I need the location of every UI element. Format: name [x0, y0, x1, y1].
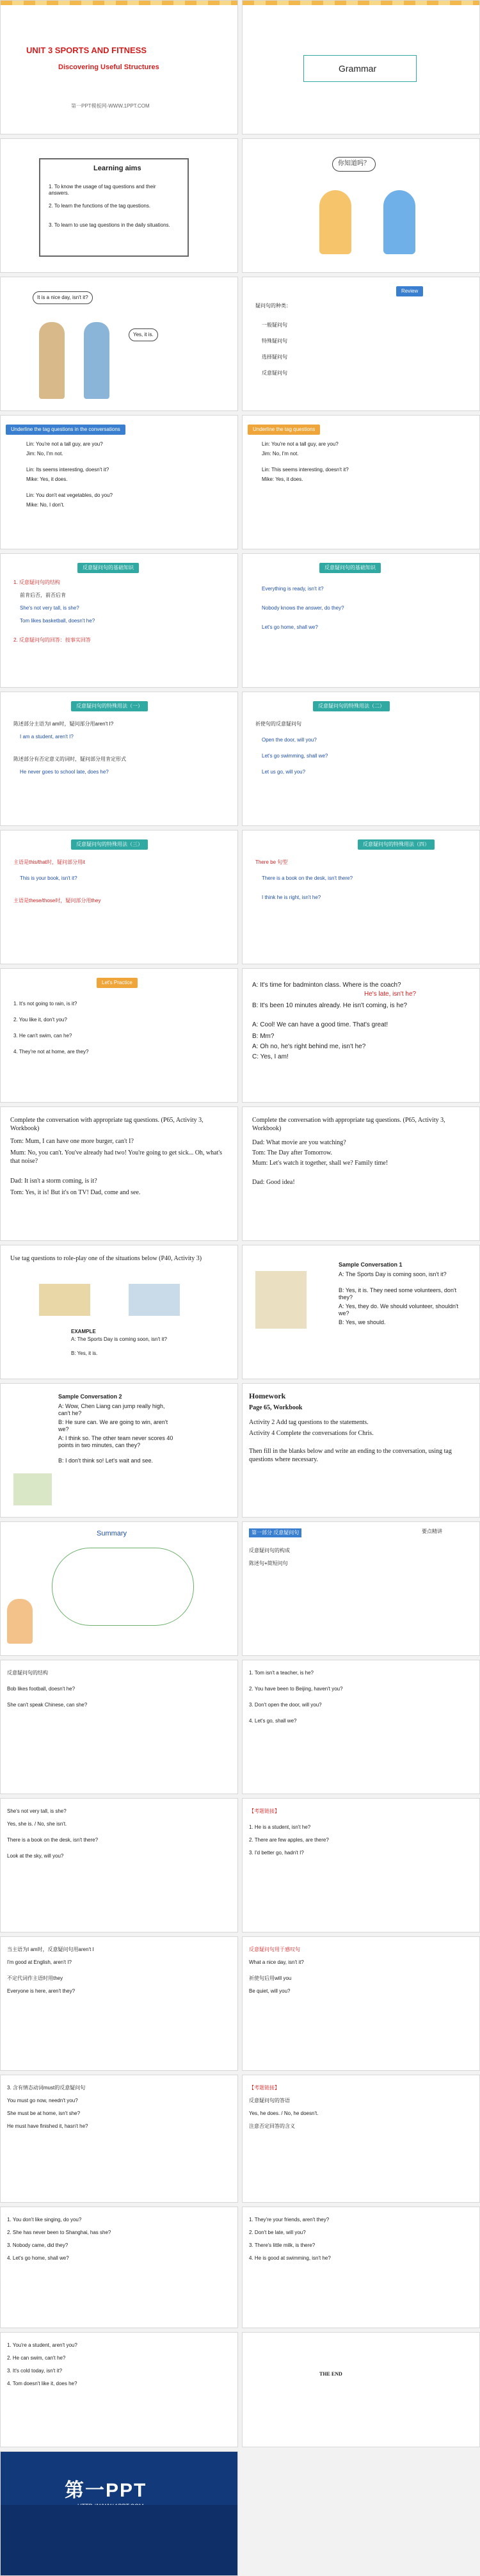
line: Complete the conversation with appropriate tag questions. (P65, Activity 3, Workbook): [252, 1117, 445, 1132]
line: What a nice day, isn't it?: [249, 1959, 304, 1965]
line: 主语是these/those时，疑问部分用they: [13, 898, 101, 903]
slide-11[interactable]: [0, 692, 238, 826]
line: Let us go, will you?: [262, 769, 306, 775]
line: Bob likes football, doesn't he?: [7, 1686, 76, 1692]
line: He's late, isn't he?: [364, 991, 417, 998]
line: 3. There's little milk, is there?: [249, 2242, 316, 2248]
line: A: Cool! We can have a good time. That's great!: [252, 1021, 388, 1028]
line: There be 句型: [255, 859, 288, 865]
slide-10[interactable]: [242, 553, 480, 688]
line: Mum: Let's watch it together, shall we? Family time!: [252, 1160, 388, 1167]
slide-27[interactable]: [0, 1798, 238, 1932]
slide-37[interactable]: [0, 2451, 238, 2576]
line: Activity 4 Complete the conversations for Chris.: [249, 1430, 374, 1437]
slide-30[interactable]: [242, 1936, 480, 2071]
line: Everything is ready, isn't it?: [262, 586, 324, 592]
line: Tom: Mum, I can have one more burger, can't I?: [10, 1138, 134, 1145]
line: A: Oh no, he's right behind me, isn't he?: [252, 1043, 366, 1050]
illustration: [129, 1284, 180, 1316]
slide-6[interactable]: [242, 277, 480, 411]
footer-links: [1, 2505, 237, 2575]
person-illustration: [39, 322, 65, 399]
line: 1. Tom isn't a teacher, is he?: [249, 1670, 314, 1676]
line: B: It's been 10 minutes already. He isn't coming, is he?: [252, 1002, 408, 1009]
teacher-illustration: [7, 1599, 33, 1644]
line: A: I think so. The other team never scores 40 points in two minutes, can they?: [58, 1435, 173, 1449]
line: 前肯后否，前否后肯: [20, 592, 66, 598]
line: 2. He can swim, can't he?: [7, 2355, 66, 2361]
line: 2. She has never been to Shanghai, has she?: [7, 2230, 111, 2235]
slide-23[interactable]: [0, 1521, 238, 1656]
section-bar: Review: [396, 286, 423, 296]
line: 2. You like it, don't you?: [13, 1017, 67, 1023]
slide-33[interactable]: [0, 2207, 238, 2328]
slide-15[interactable]: [0, 968, 238, 1103]
slide-19[interactable]: [0, 1245, 238, 1379]
line: C: Yes, I am!: [252, 1053, 289, 1060]
aim-item: 3. To learn to use tag questions in the daily situations.: [49, 222, 170, 228]
slide-26[interactable]: [242, 1660, 480, 1794]
line: 3. 含有情态动词must的反意疑问句: [7, 2085, 86, 2091]
child-illustration: [319, 190, 351, 254]
line: 当主语为I am时，反意疑问句用aren't I: [7, 1947, 94, 1952]
line: 疑问句的种类：: [255, 303, 291, 309]
slide-16[interactable]: [242, 968, 480, 1103]
line: 反意疑问句的构成: [249, 1548, 290, 1553]
line: You must go now, needn't you?: [7, 2098, 78, 2103]
slide-footer: 第一PPT模板网-WWW.1PPT.COM: [71, 103, 150, 109]
line: 第一部分 反意疑问句: [249, 1528, 301, 1537]
slide-28[interactable]: [242, 1798, 480, 1932]
line: A: The Sports Day is coming soon, isn't it?: [339, 1271, 447, 1277]
speech-bubble: It is a nice day, isn't it?: [33, 291, 93, 304]
line: 1. He is a student, isn't he?: [249, 1824, 311, 1830]
slide-title: Homework: [249, 1391, 286, 1400]
line: A: Yes, they do. We should volunteer, shouldn't we?: [339, 1303, 459, 1317]
line: Tom: The Day after Tomorrow.: [252, 1149, 333, 1156]
line: Jim: No, I'm not.: [262, 451, 299, 457]
slide-subtitle: Discovering Useful Structures: [58, 63, 159, 71]
line: Let's go home, shall we?: [262, 624, 318, 630]
line: I'm good at English, aren't I?: [7, 1959, 72, 1965]
slide-34[interactable]: [242, 2207, 480, 2328]
aim-item: 2. To learn the functions of the tag questions.: [49, 203, 151, 209]
line: Lin: This seems interesting, doesn't it?: [262, 467, 349, 473]
line: Everyone is here, aren't they?: [7, 1988, 76, 1994]
line: Mike: Yes, it does.: [26, 476, 68, 482]
line: 1. You're a student, aren't you?: [7, 2342, 77, 2348]
line: She's not very tall, is she?: [7, 1808, 67, 1814]
line: 反意疑问句: [262, 370, 287, 376]
line: Lin: You don't eat vegetables, do you?: [26, 492, 113, 498]
line: 祈使句后用will you: [249, 1975, 292, 1981]
section-bar: Underline the tag questions in the conversations: [6, 425, 125, 435]
line: Yes, she is. / No, she isn't.: [7, 1821, 67, 1827]
line: Be quiet, will you?: [249, 1988, 291, 1994]
line: 特殊疑问句: [262, 338, 287, 344]
slide-18[interactable]: [242, 1106, 480, 1241]
slide-2[interactable]: [242, 0, 480, 134]
slide-4[interactable]: [242, 138, 480, 273]
section-bar: 反意疑问句的基础知识: [77, 563, 139, 573]
slide-title: Grammar: [339, 63, 377, 74]
line: 反意疑问句用于感叹句: [249, 1947, 300, 1952]
decorative-banner: [243, 1, 479, 5]
line: Dad: What movie are you watching?: [252, 1139, 346, 1146]
illustration: [39, 1284, 90, 1316]
line: 一般疑问句: [262, 322, 287, 328]
line: 4. Let's go, shall we?: [249, 1718, 297, 1724]
slide-31[interactable]: [0, 2075, 238, 2203]
section-bar: 反意疑问句的特殊用法（一）: [71, 701, 148, 711]
line: B: Mm?: [252, 1033, 275, 1040]
line: Let's go swimming, shall we?: [262, 753, 328, 759]
slide-35[interactable]: [0, 2332, 238, 2447]
line: A: The Sports Day is coming soon, isn't it?: [71, 1336, 167, 1342]
line: 陈述部分有否定意义的词时，疑问部分用肯定形式: [13, 756, 126, 762]
line: 3. Don't open the door, will you?: [249, 1702, 322, 1708]
line: He never goes to school late, does he?: [20, 769, 109, 775]
line: 1. 反意疑问句的结构: [13, 579, 60, 585]
line: 【考题链接】: [249, 2085, 280, 2091]
section-bar: Let's Practice: [97, 978, 138, 988]
line: 3. I'd better go, hadn't I?: [249, 1850, 304, 1856]
section-bar: 反意疑问句的特殊用法（三）: [71, 839, 148, 850]
illustration: [13, 1473, 52, 1505]
line: Mike: No, I don't.: [26, 502, 65, 508]
aim-item: 1. To know the usage of tag questions and their answers.: [49, 184, 156, 196]
line: 陈述部分主语为I am时，疑问部分用aren't I?: [13, 721, 114, 727]
slide-3[interactable]: [0, 138, 238, 273]
line: 要点精讲: [422, 1528, 442, 1534]
line: 1. They're your friends, aren't they?: [249, 2217, 330, 2223]
slide-25[interactable]: [0, 1660, 238, 1794]
mind-map: [52, 1548, 194, 1626]
slide-29[interactable]: [0, 1936, 238, 2071]
line: B: Yes, we should.: [339, 1319, 386, 1325]
section-bar: Underline the tag questions: [248, 425, 320, 435]
line: He must have finished it, hasn't he?: [7, 2123, 88, 2129]
line: Sample Conversation 2: [58, 1393, 122, 1400]
line: Sample Conversation 1: [339, 1261, 403, 1268]
line: Lin: You're not a tall guy, are you?: [262, 441, 339, 447]
line: She must be at home, isn't she?: [7, 2110, 81, 2116]
end-title: THE END: [319, 2371, 342, 2377]
line: Lin: You're not a tall guy, are you?: [26, 441, 103, 447]
section-bar: 反意疑问句的基础知识: [319, 563, 381, 573]
slide-9[interactable]: [0, 553, 238, 688]
slide-20[interactable]: [242, 1245, 480, 1379]
line: 3. Nobody came, did they?: [7, 2242, 68, 2248]
line: Tom likes basketball, doesn't he?: [20, 618, 95, 624]
line: I think he is right, isn't he?: [262, 895, 321, 900]
line: Then fill in the blanks below and write an ending to the conversation, using tag questions where necessary.: [249, 1448, 452, 1463]
line: I am a student, aren't I?: [20, 734, 74, 740]
speech-bubble: Yes, it is.: [129, 328, 158, 341]
line: This is your book, isn't it?: [20, 875, 77, 881]
line: 4. He is good at swimming, isn't he?: [249, 2255, 331, 2261]
line: 4. Tom doesn't like it, does he?: [7, 2381, 77, 2386]
line: Dad: It isn't a storm coming, is it?: [10, 1178, 97, 1185]
line: 主语是this/that时，疑问部分用it: [13, 859, 86, 865]
line: Open the door, will you?: [262, 737, 317, 743]
line: Tom: Yes, it is! But it's on TV! Dad, come and see.: [10, 1189, 141, 1196]
line: 1. It's not going to rain, is it?: [13, 1001, 77, 1007]
slide-24[interactable]: [242, 1521, 480, 1656]
line: Look at the sky, will you?: [7, 1853, 64, 1859]
slide-7[interactable]: [0, 415, 238, 549]
slide-21[interactable]: [0, 1383, 238, 1518]
line: 【考题链接】: [249, 1808, 280, 1814]
slide-1[interactable]: [0, 0, 238, 134]
brand-logo: 第一PPT: [65, 2480, 147, 2501]
line: Activity 2 Add tag questions to the statements.: [249, 1419, 369, 1426]
child-illustration: [383, 190, 415, 254]
bubble-title: 你知道吗？: [332, 157, 376, 172]
line: 反意疑问句的结构: [7, 1670, 48, 1676]
line: Dad: Good idea!: [252, 1179, 295, 1186]
line: 2. There are few apples, are there?: [249, 1837, 329, 1843]
slide-title: Summary: [97, 1530, 127, 1537]
slide-title: Learning aims: [93, 165, 141, 172]
line: There is a book on the desk, isn't there?: [262, 875, 353, 881]
line: A: Wow, Chen Liang can jump really high, can't he?: [58, 1403, 165, 1417]
section-bar: 反意疑问句的特殊用法（二）: [313, 701, 390, 711]
line: Mum: No, you can't. You've already had two! You're going to get sick... Oh, what's that noise?: [10, 1149, 223, 1165]
line: A: It's time for badminton class. Where is the coach?: [252, 982, 401, 989]
line: Mike: Yes, it does.: [262, 476, 303, 482]
slide-17[interactable]: [0, 1106, 238, 1241]
line: 4. They're not at home, are they?: [13, 1049, 89, 1055]
line: 3. It's cold today, isn't it?: [7, 2368, 63, 2374]
line: B: Yes, it is.: [71, 1350, 98, 1356]
slide-title: UNIT 3 SPORTS AND FITNESS: [26, 45, 147, 55]
line: She's not very tall, is she?: [20, 605, 79, 611]
slide-32[interactable]: [242, 2075, 480, 2203]
line: Complete the conversation with appropriate tag questions. (P65, Activity 3, Workbook): [10, 1117, 204, 1132]
line: 注意否定回答的含义: [249, 2123, 295, 2129]
line: 不定代词作主语时用they: [7, 1975, 63, 1981]
slide-36[interactable]: [242, 2332, 480, 2447]
line: She can't speak Chinese, can she?: [7, 1702, 88, 1708]
line: B: I don't think so! Let's wait and see.: [58, 1457, 154, 1464]
line: B: Yes, it is. They need some volunteers, don't they?: [339, 1287, 457, 1301]
line: Nobody knows the answer, do they?: [262, 605, 344, 611]
person-illustration: [84, 322, 109, 399]
slide-5[interactable]: [0, 277, 238, 411]
line: 2. Don't be late, will you?: [249, 2230, 306, 2235]
line: Lin: Its seems interesting, doesn't it?: [26, 467, 109, 473]
line: There is a book on the desk, isn't there?: [7, 1837, 99, 1843]
section-bar: 反意疑问句的特殊用法（四）: [358, 839, 435, 850]
line: 4. Let's go home, shall we?: [7, 2255, 69, 2261]
slide-8[interactable]: [242, 415, 480, 549]
line: 陈述句+简短问句: [249, 1560, 288, 1566]
line: EXAMPLE: [71, 1329, 96, 1334]
line: 3. He can't swim, can he?: [13, 1033, 72, 1039]
slide-14[interactable]: [242, 830, 480, 964]
line: 2. You have been to Beijing, haven't you?: [249, 1686, 343, 1692]
line: 祈使句的反意疑问句: [255, 721, 301, 727]
line: Page 65, Workbook: [249, 1404, 303, 1411]
line: 反意疑问句的答语: [249, 2098, 290, 2103]
line: 2. 反意疑问句的回答：按事实回答: [13, 637, 91, 643]
decorative-banner: [1, 1, 237, 5]
line: 1. You don't like singing, do you?: [7, 2217, 82, 2223]
line: 选择疑问句: [262, 354, 287, 360]
line: Jim: No, I'm not.: [26, 451, 63, 457]
slide-22[interactable]: [242, 1383, 480, 1518]
slide-13[interactable]: [0, 830, 238, 964]
slide-12[interactable]: [242, 692, 480, 826]
line: Use tag questions to role-play one of the situations below (P40, Activity 3): [10, 1255, 202, 1262]
line: B: He sure can. We are going to win, aren't we?: [58, 1419, 168, 1433]
illustration: [255, 1271, 307, 1329]
line: Yes, he does. / No, he doesn't.: [249, 2110, 319, 2116]
